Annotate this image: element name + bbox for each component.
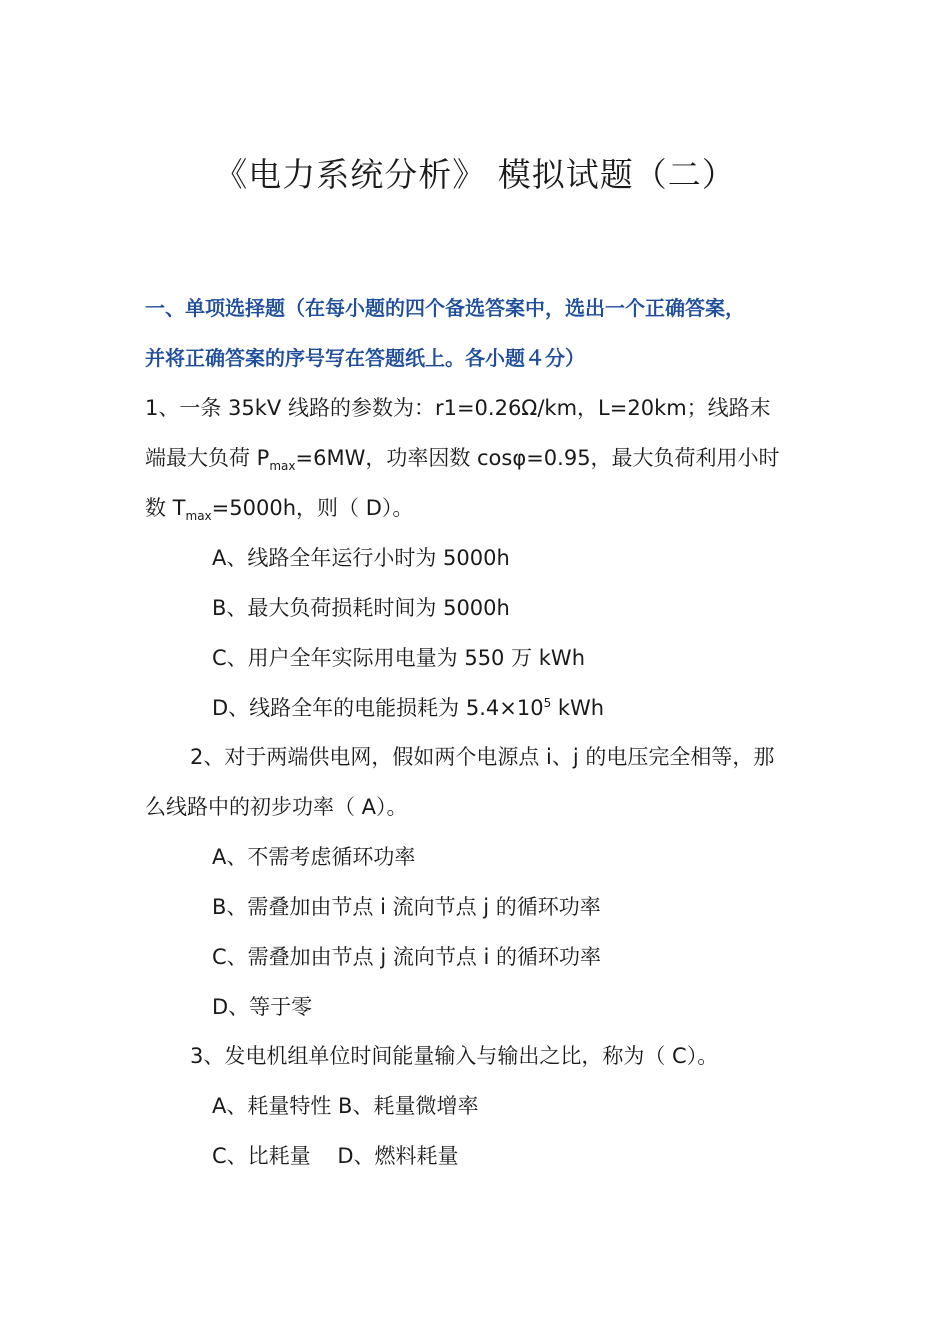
question-3-options-c-d: C、比耗量 D、燃料耗量 bbox=[212, 1144, 459, 1168]
question-1-option-c: C、用户全年实际用电量为 550 万 kWh bbox=[212, 646, 586, 670]
question-2-option-d: D、等于零 bbox=[212, 995, 313, 1019]
question-1-line-1: 1、一条 35kV 线路的参数为：r1=0.26Ω/km，L=20km；线路末 bbox=[145, 396, 771, 420]
subscript-max: max bbox=[269, 459, 296, 474]
question-2-option-a: A、不需考虑循环功率 bbox=[212, 845, 416, 869]
question-1-option-a: A、线路全年运行小时为 5000h bbox=[212, 546, 510, 570]
question-2-option-c: C、需叠加由节点 j 流向节点 i 的循环功率 bbox=[212, 945, 602, 969]
page-title: 《电力系统分析》 模拟试题（二） bbox=[214, 155, 736, 194]
question-1-option-b: B、最大负荷损耗时间为 5000h bbox=[212, 596, 510, 620]
question-2-line-2: 么线路中的初步功率（ A）。 bbox=[145, 795, 408, 819]
subscript-max: max bbox=[185, 509, 212, 524]
question-3-options-a-b: A、耗量特性 B、耗量微增率 bbox=[212, 1094, 479, 1118]
superscript-5: 5 bbox=[543, 696, 552, 710]
question-1-option-d: D、线路全年的电能损耗为 $5.4\times 10^5$ kWh bbox=[212, 696, 605, 720]
question-1-line-2: 端最大负荷 $P_{max}=6MW$，功率因数 cosφ=0.95，最大负荷利用小时 bbox=[145, 446, 780, 474]
question-2-option-b: B、需叠加由节点 i 流向节点 j 的循环功率 bbox=[212, 895, 601, 919]
section-heading-line-1: 一、单项选择题（在每小题的四个备选答案中，选出一个正确答案， bbox=[145, 296, 745, 320]
question-3-line-1: 3、发电机组单位时间能量输入与输出之比，称为（ C）。 bbox=[190, 1044, 719, 1068]
question-1-line-3: 数 $T_{max}=5000h$，则（ D）。 bbox=[145, 496, 414, 524]
section-heading-line-2: 并将正确答案的序号写在答题纸上。各小题４分） bbox=[145, 346, 585, 370]
question-2-line-1: 2、对于两端供电网，假如两个电源点 i、j 的电压完全相等，那 bbox=[190, 745, 775, 769]
